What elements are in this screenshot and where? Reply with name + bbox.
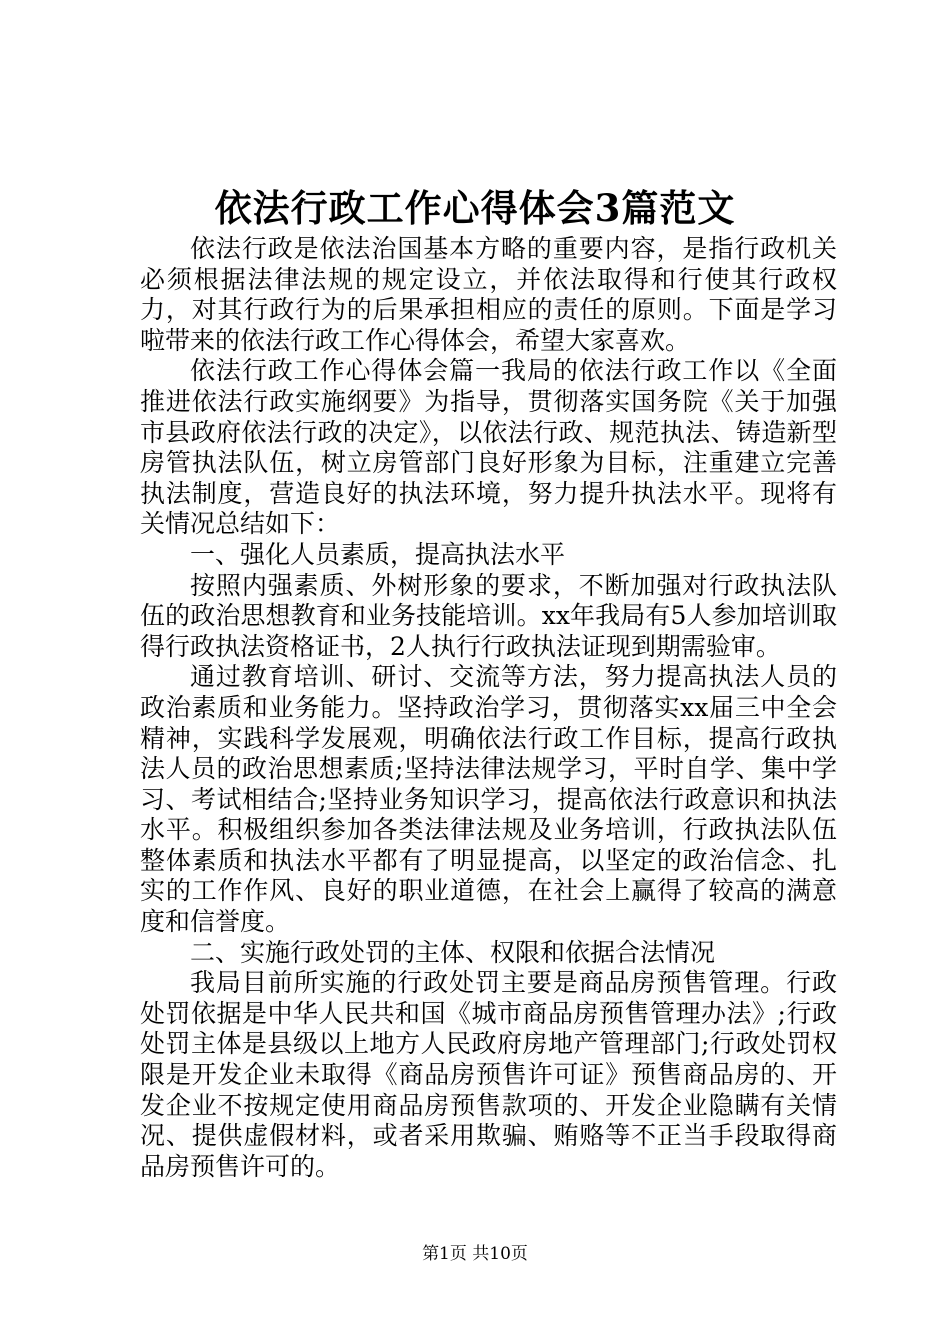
paragraph-intro: 依法行政是依法治国基本方略的重要内容，是指行政机关必须根据法律法规的规定设立，并依法取得和行使其行政权力，对其行政行为的后果承担相应的责任的原则。下面是学习啦带来的依法行政工作心得体会，希望大家喜欢。: [140, 234, 837, 355]
paragraph-part-one-intro: 依法行政工作心得体会篇一我局的依法行政工作以《全面推进依法行政实施纲要》为指导，贯彻落实国务院《关于加强市县政府依法行政的决定》，以依法行政、规范执法、铸造新型房管执法队伍，树立房管部门良好形象为目标，注重建立完善执法制度，营造良好的执法环境，努力提升执法水平。现将有关情况总结如下：: [140, 356, 837, 539]
paragraph-penalty: 我局目前所实施的行政处罚主要是商品房预售管理。行政处罚依据是中华人民共和国《城市商品房预售管理办法》;行政处罚主体是县级以上地方人民政府房地产管理部门;行政处罚权限是开发企业未取得《商品房预售许可证》预售商品房的、开发企业不按规定使用商品房预售款项的、开发企业隐瞒有关情况、提供虚假材料，或者采用欺骗、贿赂等不正当手段取得商品房预售许可的。: [140, 968, 837, 1181]
paragraph-education: 通过教育培训、研讨、交流等方法，努力提高执法人员的政治素质和业务能力。坚持政治学习，贯彻落实xx届三中全会精神，实践科学发展观，明确依法行政工作目标，提高行政执法人员的政治思想素质;坚持法律法规学习，平时自学、集中学习、考试相结合;坚持业务知识学习，提高依法行政意识和执法水平。积极组织参加各类法律法规及业务培训，行政执法队伍整体素质和执法水平都有了明显提高，以坚定的政治信念、扎实的工作作风、良好的职业道德，在社会上赢得了较高的满意度和信誉度。: [140, 662, 837, 937]
section-heading-2: 二、实施行政处罚的主体、权限和依据合法情况: [190, 937, 716, 967]
document-title: 依法行政工作心得体会3篇范文: [214, 186, 736, 230]
paragraph-training: 按照内强素质、外树形象的要求，不断加强对行政执法队伍的政治思想教育和业务技能培训。xx年我局有5人参加培训取得行政执法资格证书，2人执行行政执法证现到期需验审。: [140, 570, 837, 661]
page-footer: 第1页 共10页: [422, 1244, 528, 1264]
document-body: [140, 234, 837, 1182]
section-heading-1: 一、强化人员素质，提高执法水平: [190, 539, 566, 569]
